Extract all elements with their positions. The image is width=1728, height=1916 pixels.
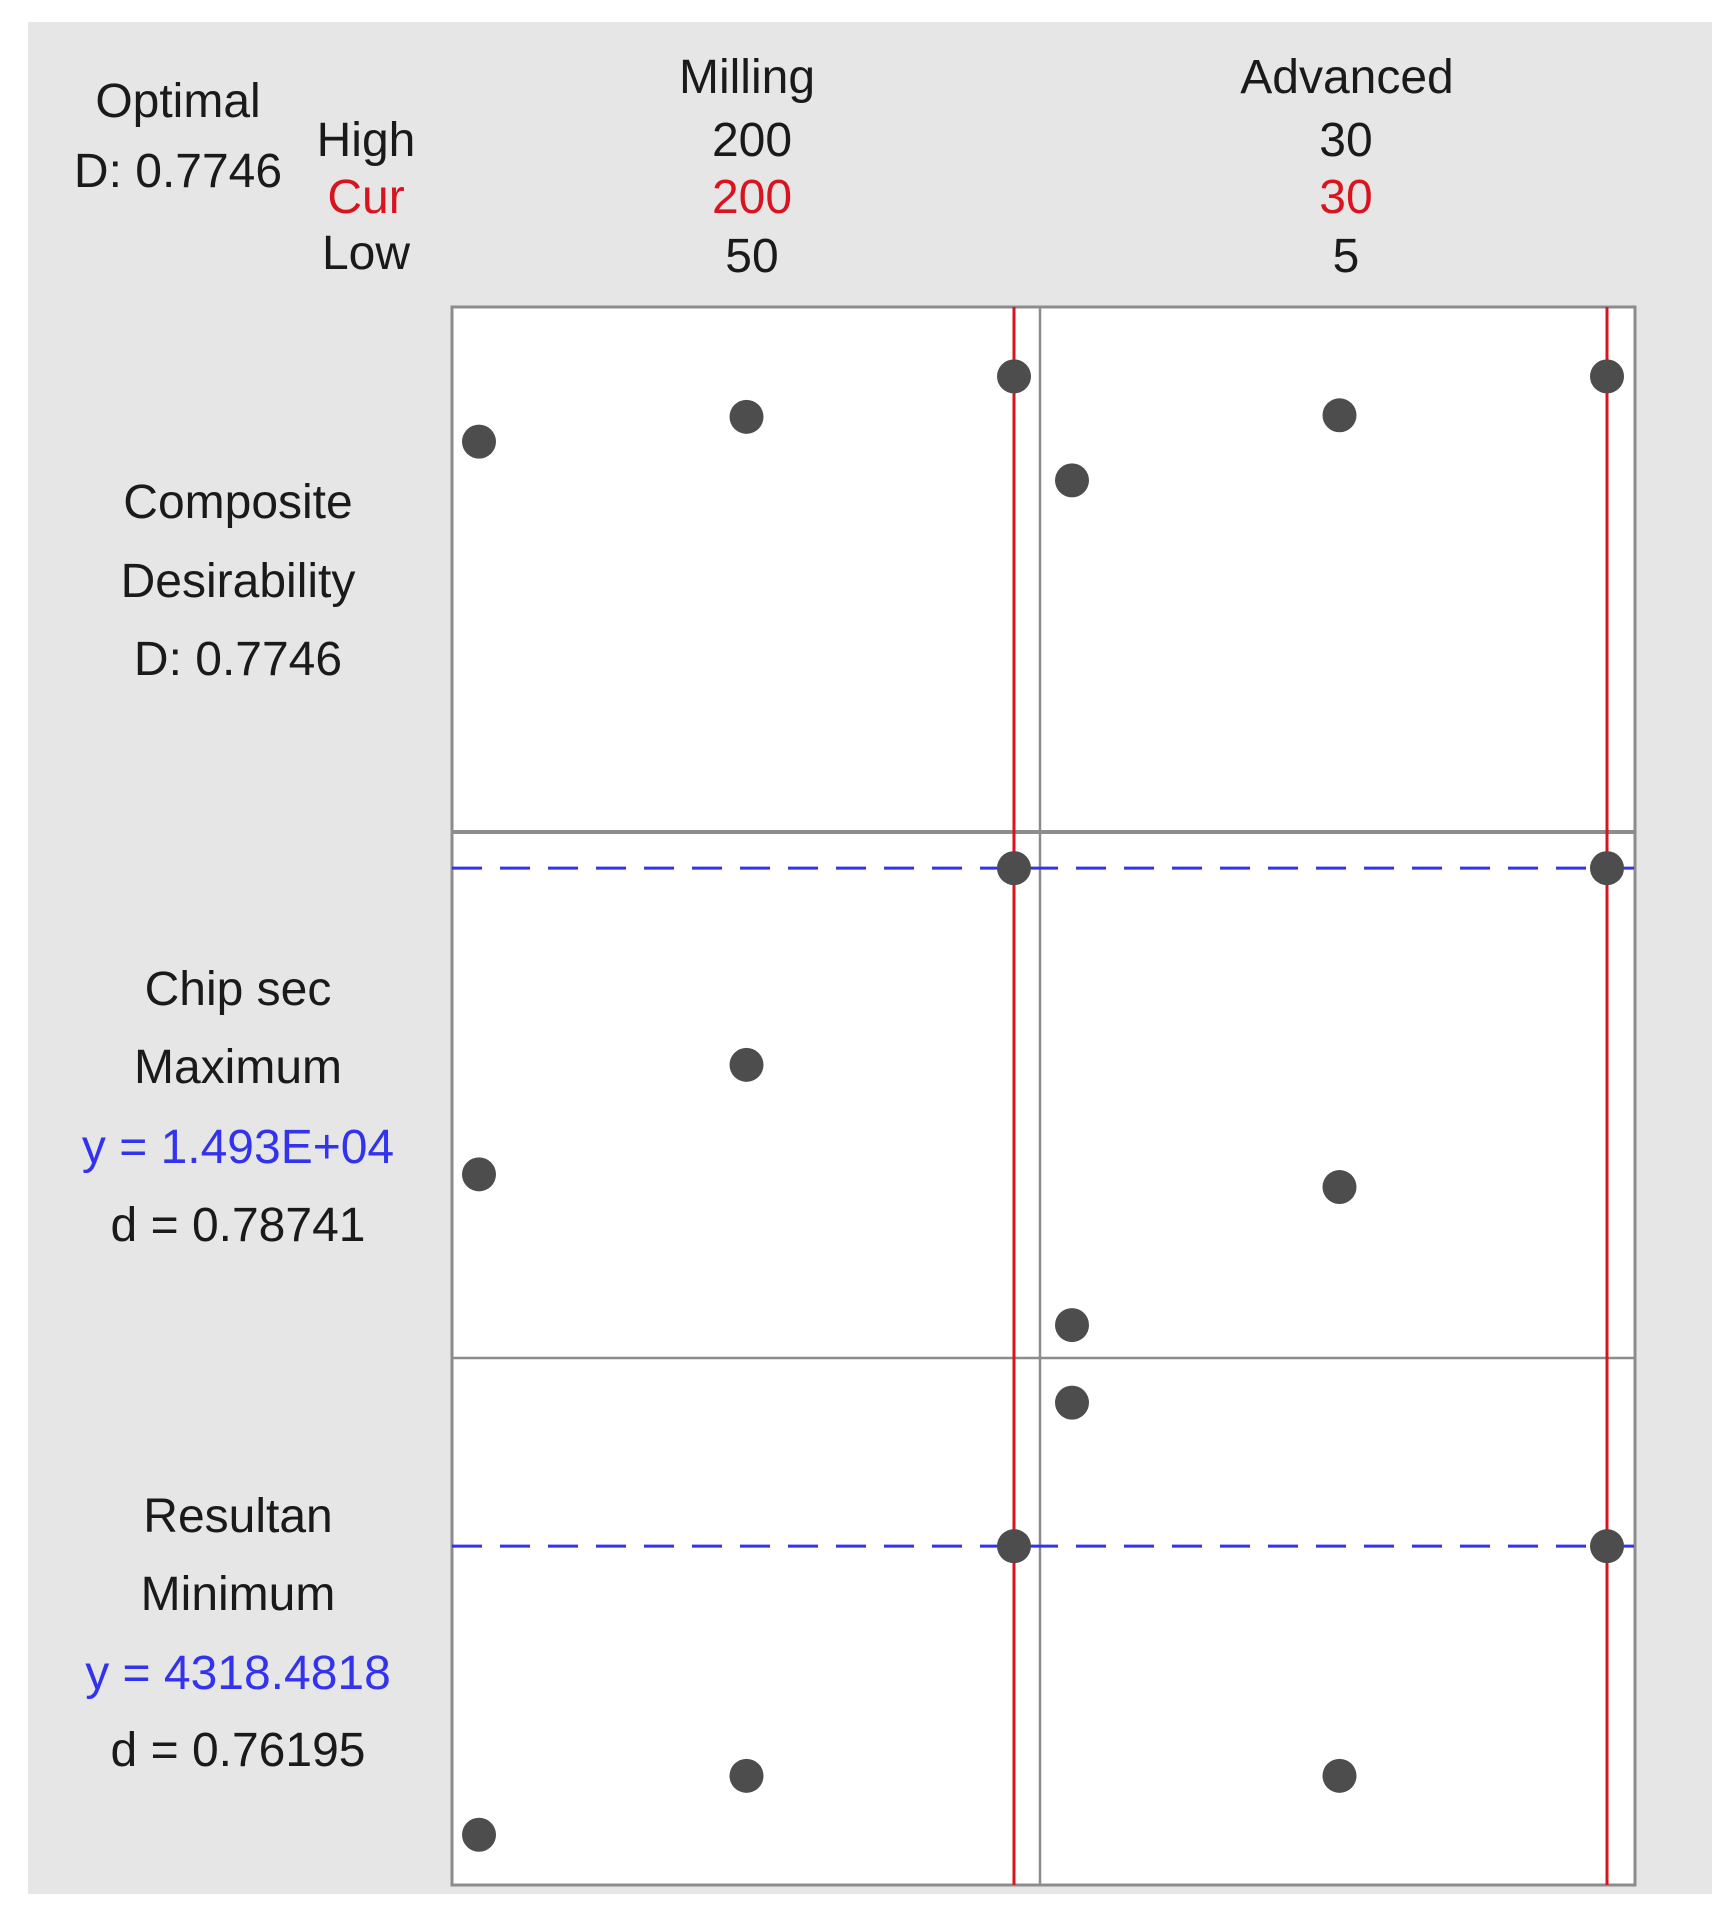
factor-name-milling: Milling: [678, 51, 816, 104]
response-goal-composite: Desirability: [120, 555, 356, 608]
data-point-r2-f0-l1: [730, 1759, 764, 1793]
data-point-r2-f1-l2: [1590, 1529, 1624, 1563]
data-point-r1-f1-l0: [1055, 1308, 1089, 1342]
response-name-composite: Composite: [123, 476, 353, 529]
response-d-resultan: d = 0.76195: [110, 1724, 366, 1777]
optimal-title: Optimal: [95, 75, 261, 128]
data-point-r2-f0-l0: [462, 1818, 496, 1852]
response-y-resultan: y = 4318.4818: [85, 1647, 391, 1700]
data-point-r0-f1-l2: [1590, 359, 1624, 393]
data-point-r0-f0-l1: [730, 400, 764, 434]
data-point-r0-f1-l0: [1055, 463, 1089, 497]
response-goal-chip-sec: Maximum: [133, 1041, 343, 1094]
row-label-high: High: [316, 114, 416, 167]
row-label-cur: Cur: [327, 171, 405, 224]
data-point-r0-f1-l1: [1323, 398, 1357, 432]
response-goal-resultan: Minimum: [140, 1568, 336, 1621]
response-d-composite: D: 0.7746: [133, 633, 343, 686]
data-point-r2-f0-l2: [997, 1529, 1031, 1563]
factor-cur-milling: 200: [711, 171, 793, 224]
response-name-chip-sec: Chip sec: [144, 963, 332, 1016]
plot-cell-0-1: [1040, 307, 1635, 832]
factor-high-milling: 200: [711, 114, 793, 167]
row-label-low: Low: [321, 227, 411, 280]
plot-cell-2-0: [452, 1358, 1040, 1885]
plot-cell-1-0: [452, 832, 1040, 1358]
plot-cell-1-1: [1040, 832, 1635, 1358]
plot-cell-0-0: [452, 307, 1040, 832]
data-point-r1-f1-l1: [1323, 1170, 1357, 1204]
factor-name-advanced: Advanced: [1240, 51, 1454, 104]
data-point-r0-f0-l0: [462, 425, 496, 459]
response-name-resultan: Resultan: [143, 1490, 333, 1543]
data-point-r2-f1-l0: [1055, 1386, 1089, 1420]
response-d-chip-sec: d = 0.78741: [110, 1199, 366, 1252]
optimal-d-value: D: 0.7746: [73, 145, 283, 198]
data-point-r0-f0-l2: [997, 359, 1031, 393]
response-y-chip-sec: y = 1.493E+04: [81, 1121, 395, 1174]
factor-cur-advanced: 30: [1319, 171, 1373, 224]
data-point-r1-f0-l1: [730, 1048, 764, 1082]
data-point-r1-f1-l2: [1590, 851, 1624, 885]
factor-low-advanced: 5: [1332, 230, 1360, 283]
data-point-r1-f0-l0: [462, 1157, 496, 1191]
data-point-r1-f0-l2: [997, 851, 1031, 885]
factor-low-milling: 50: [725, 230, 779, 283]
plot-cell-2-1: [1040, 1358, 1635, 1885]
factor-high-advanced: 30: [1319, 114, 1373, 167]
data-point-r2-f1-l1: [1323, 1759, 1357, 1793]
